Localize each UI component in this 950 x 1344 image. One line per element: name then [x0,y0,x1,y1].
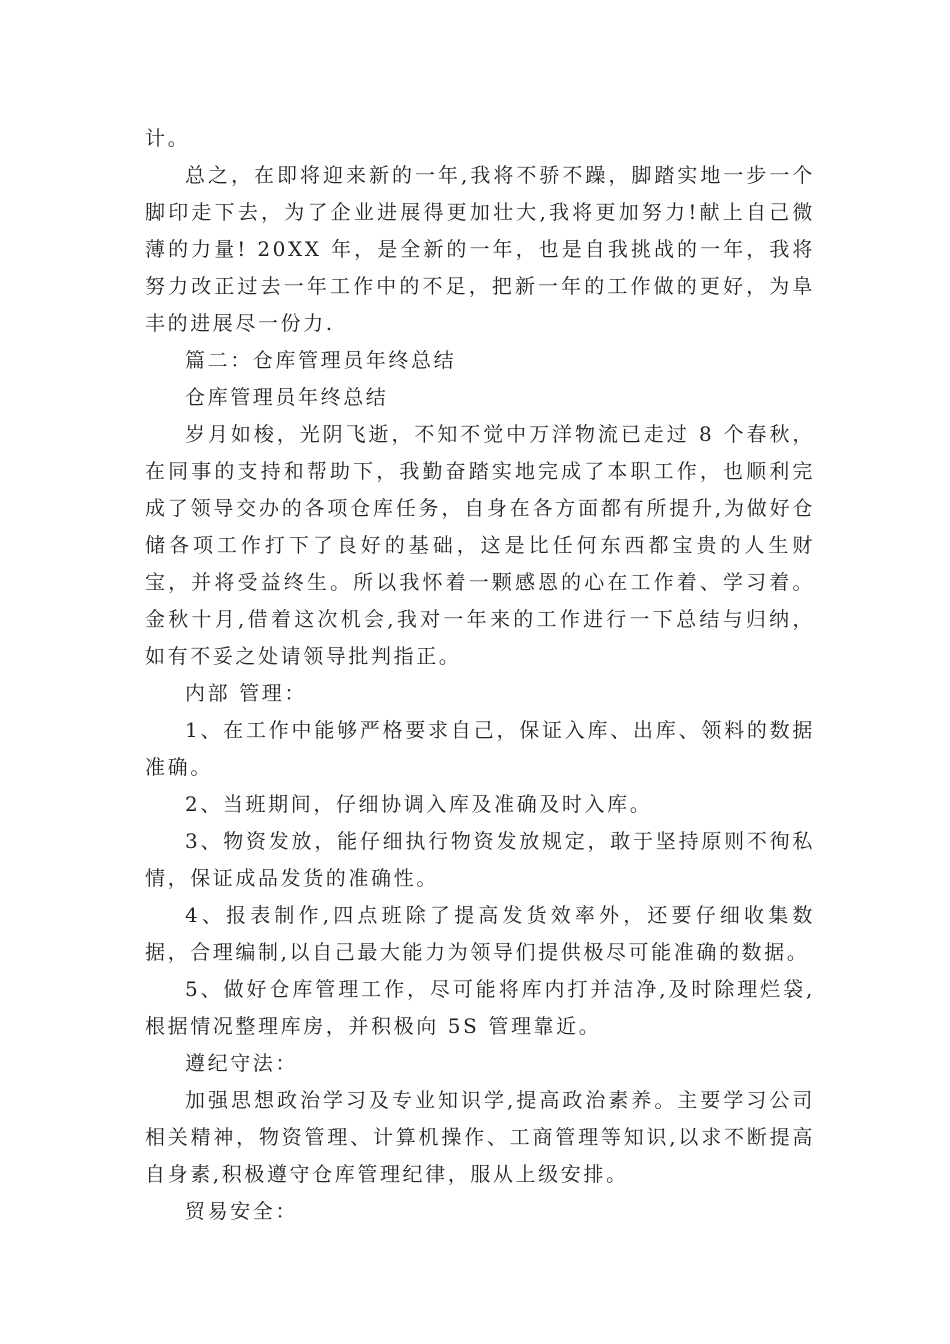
list-item: 3、物资发放，能仔细执行物资发放规定，敢于坚持原则不徇私情，保证成品发货的准确性。 [145,829,815,890]
list-item: 1、在工作中能够严格要求自己，保证入库、出库、领料的数据准确。 [145,718,815,779]
paragraph: 加强思想政治学习及专业知识学,提高政治素养。主要学习公司相关精神，物资管理、计算机操作、工商管理等知识,以求不断提高自身素,积极遵守仓库管理纪律，服从上级安排。 [145,1088,815,1186]
paragraph: 计。 [145,126,191,150]
subsection-heading: 贸易安全： [185,1199,298,1223]
paragraph: 岁月如梭，光阴飞逝，不知不觉中万洋物流已走过 8 个春秋，在同事的支持和帮助下，我勤奋踏实地完成了本职工作，也顺利完成了领导交办的各项仓库任务，自身在各方面都有所提升,为做好仓储各项工作打下了良好的基础，这是比任何东西都宝贵的人生财宝，并将受益终生。所以我怀着一颗感恩的心在工作着、学习着。金秋十月,借着这次机会,我对一年来的工作进行一下总结与归纳，如有不妥之处请领导批判指正。 [145,422,815,668]
paragraph: 总之，在即将迎来新的一年,我将不骄不躁，脚踏实地一步一个脚印走下去，为了企业进展得更加壮大,我将更加努力!献上自己微薄的力量! 20XX 年，是全新的一年，也是自我挑战的一年，我将努力改正过去一年工作中的不足，把新一年的工作做的更好，为阜丰的进展尽一份力. [145,163,815,335]
section-heading: 篇二：仓库管理员年终总结 [185,348,457,372]
document-body [145,120,815,1230]
subsection-heading: 内部 管理： [185,681,307,705]
document-title: 仓库管理员年终总结 [185,385,389,409]
list-item: 4、报表制作,四点班除了提高发货效率外，还要仔细收集数据，合理编制,以自己最大能力为领导们提供极尽可能准确的数据。 [145,903,815,964]
list-item: 2、当班期间，仔细协调入库及准确及时入库。 [185,792,653,816]
subsection-heading: 遵纪守法： [185,1051,298,1075]
list-item: 5、做好仓库管理工作，尽可能将库内打并洁净,及时除理烂袋,根据情况整理库房，并积极向 5S 管理靠近。 [145,977,815,1038]
